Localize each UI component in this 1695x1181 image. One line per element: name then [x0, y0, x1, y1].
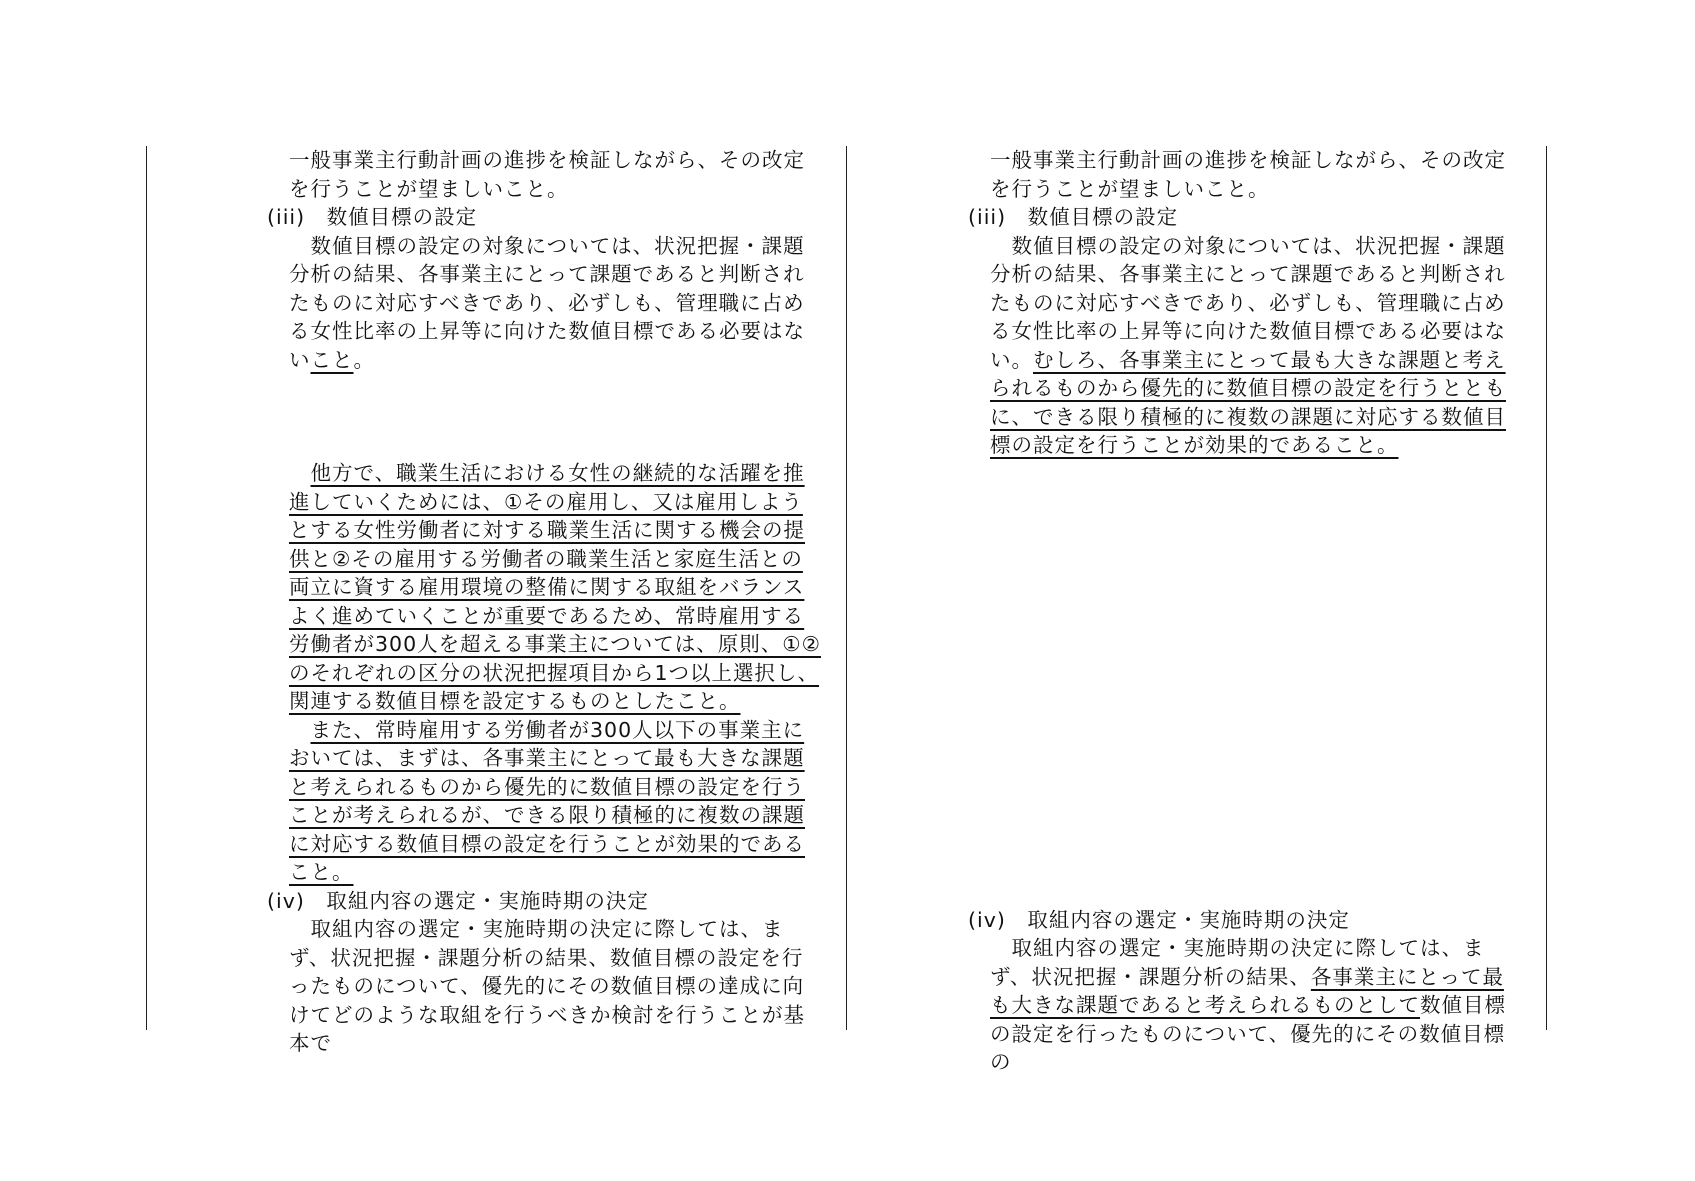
column-divider-left	[146, 146, 147, 1030]
right-column	[968, 146, 1524, 1077]
right-paragraph-1: 一般事業主行動計画の進捗を検証しながら、その改定を行うことが望ましいこと。	[990, 148, 1506, 201]
left-heading-iii: (iii) 数値目標の設定	[267, 205, 478, 229]
left-paragraph-2-end: 。	[353, 347, 375, 372]
right-paragraph-5-underlined: 各事業主にとって最も大きな課題であると考えられるものとして	[990, 964, 1504, 1017]
left-spacer	[289, 374, 823, 459]
left-paragraph-3	[289, 459, 823, 716]
left-paragraph-2-text: 数値目標の設定の対象については、状況把握・課題分析の結果、各事業主にとって課題であると判断されたものに対応すべきであり、必ずしも、管理職に占める女性比率の上昇等に向けた数値目標である必要はない	[289, 233, 805, 372]
right-paragraph-2-text: 数値目標の設定の対象については、状況把握・課題分析の結果、各事業主にとって課題であると判断されたものに対応すべきであり、必ずしも、管理職に占める女性比率の上昇等に向けた数値目標である必要はない。	[990, 233, 1506, 372]
left-paragraph-2	[289, 232, 823, 375]
right-paragraph-5	[990, 934, 1524, 1077]
left-heading-iv: (iv) 取組内容の選定・実施時期の決定	[267, 888, 649, 913]
left-paragraph-1: 一般事業主行動計画の進捗を検証しながら、その改定を行うことが望ましいこと。	[289, 148, 805, 201]
right-spacer	[990, 460, 1524, 906]
left-paragraph-4-underlined: また、常時雇用する労働者が300人以下の事業主においては、まずは、各事業主にとって最も大きな課題と考えられるものから優先的に数値目標の設定を行うことが考えられるが、できる限り積極的に複数の課題に対応する数値目標の設定を行うことが効果的であること。	[289, 717, 805, 884]
right-paragraph-5-end: 数値目標の設定を行ったものについて、優先的にその数値目標の	[990, 993, 1506, 1074]
left-paragraph-5: 取組内容の選定・実施時期の決定に際しては、まず、状況把握・課題分析の結果、数値目標の設定を行ったものについて、優先的にその数値目標の達成に向けてどのような取組を行うべきか検討を行うことが基本で	[289, 917, 805, 1055]
left-paragraph-4	[289, 716, 823, 887]
right-paragraph-5-text: 取組内容の選定・実施時期の決定に際しては、まず、状況把握・課題分析の結果、	[990, 936, 1485, 989]
left-paragraph-2-underlined: こと	[310, 347, 354, 372]
left-paragraph-3-underlined: 他方で、職業生活における女性の継続的な活躍を推進していくためには、①その雇用し、又は雇用しようとする女性労働者に対する職業生活に関する機会の提供と②その雇用する労働者の職業生活と家庭生活との両立に資する雇用環境の整備に関する取組をバランスよく進めていくことが重要であるため、常時雇用する労働者が300人を超える事業主については、原則、①②のそれぞれの区分の状況把握項目から1つ以上選択し、関連する数値目標を設定するものとしたこと。	[289, 461, 821, 713]
column-divider-right	[1546, 146, 1547, 1030]
right-heading-iv: (iv) 取組内容の選定・実施時期の決定	[968, 907, 1350, 932]
left-column	[267, 146, 823, 1058]
right-paragraph-2	[990, 232, 1524, 460]
right-paragraph-2-underlined: むしろ、各事業主にとって最も大きな課題と考えられるものから優先的に数値目標の設定を行うとともに、できる限り積極的に複数の課題に対応する数値目標の設定を行うことが効果的であること。	[990, 347, 1506, 457]
right-heading-iii: (iii) 数値目標の設定	[968, 205, 1179, 229]
column-divider-middle	[846, 146, 847, 1030]
